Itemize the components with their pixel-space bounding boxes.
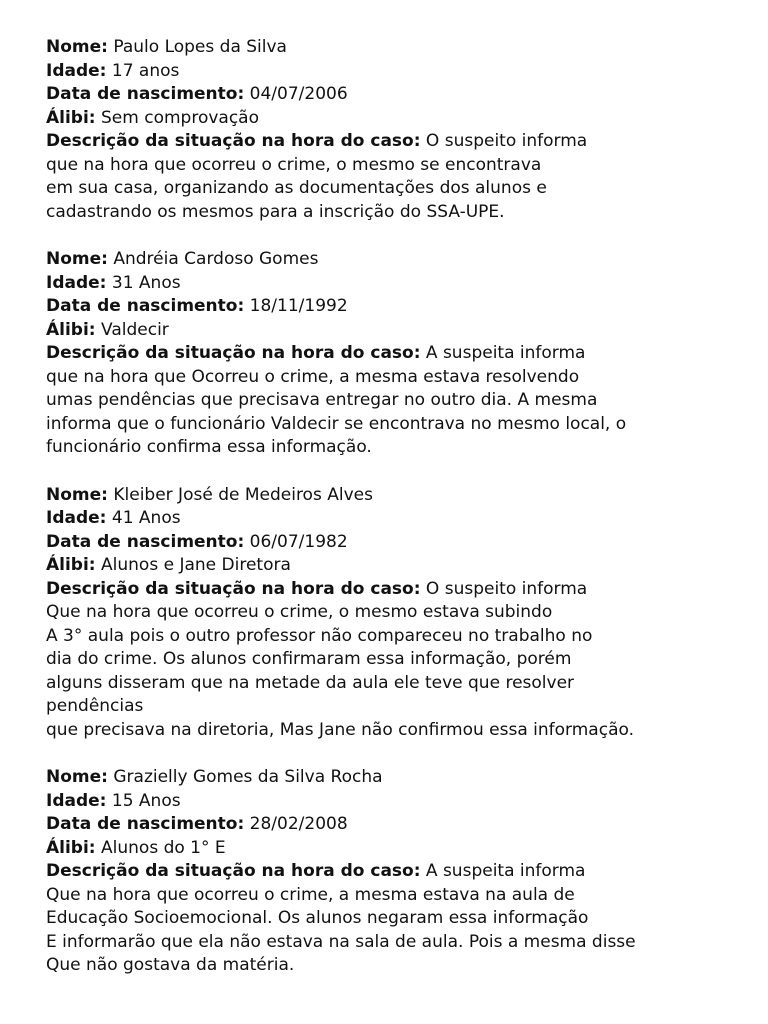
- alibi-line: [46, 837, 746, 861]
- alibi-value: Alunos do 1° E: [101, 837, 226, 858]
- name-label: Nome:: [46, 484, 108, 505]
- alibi-value: Valdecir: [101, 319, 169, 340]
- description-text: alguns disseram que na metade da aula ele teve que resolver: [46, 672, 575, 693]
- birthdate-line: [46, 83, 746, 107]
- description-text: Educação Socioemocional. Os alunos negaram essa informação: [46, 908, 589, 928]
- alibi-line: [46, 554, 746, 578]
- description-label: Descrição da situação na hora do caso:: [46, 861, 421, 881]
- name-value: Paulo Lopes da Silva: [113, 37, 287, 57]
- description-text: umas pendências que precisava entregar no outro dia. A mesma: [46, 390, 598, 410]
- description-line: [46, 342, 746, 366]
- birthdate-value: 18/11/1992: [249, 296, 348, 316]
- alibi-label: Álibi:: [46, 319, 96, 340]
- suspect-record: [46, 484, 746, 743]
- description-text: em sua casa, organizando as documentações dos alunos e: [46, 178, 547, 198]
- alibi-value: Sem comprovação: [101, 107, 259, 128]
- name-line: [46, 248, 746, 272]
- description-text: Que na hora que ocorreu o crime, a mesma estava na aula de: [46, 884, 575, 905]
- description-text: Que na hora que ocorreu o crime, o mesmo estava subindo: [46, 602, 553, 622]
- age-label: Idade:: [46, 508, 107, 528]
- description-text: O suspeito informa: [425, 578, 588, 599]
- description-text: A suspeita informa: [425, 343, 586, 363]
- birthdate-line: [46, 813, 746, 837]
- alibi-line: [46, 107, 746, 131]
- birthdate-line: [46, 531, 746, 555]
- birthdate-line: [46, 295, 746, 319]
- birthdate-label: Data de nascimento:: [46, 531, 245, 552]
- description-text: que precisava na diretoria, Mas Jane não confirmou essa informação.: [46, 719, 634, 740]
- description-label: Descrição da situação na hora do caso:: [46, 578, 421, 599]
- age-label: Idade:: [46, 790, 107, 811]
- description-text: informa que o funcionário Valdecir se encontrava no mesmo local, o: [46, 413, 627, 434]
- name-label: Nome:: [46, 249, 108, 269]
- age-label: Idade:: [46, 272, 107, 293]
- birthdate-value: 28/02/2008: [249, 814, 348, 834]
- age-label: Idade:: [46, 60, 107, 81]
- name-label: Nome:: [46, 767, 108, 787]
- name-line: [46, 766, 746, 790]
- name-line: [46, 36, 746, 60]
- birthdate-label: Data de nascimento:: [46, 84, 245, 104]
- age-line: [46, 790, 746, 814]
- name-line: [46, 484, 746, 508]
- description-text: O suspeito informa: [425, 131, 588, 151]
- alibi-line: [46, 319, 746, 343]
- description-text: dia do crime. Os alunos confirmaram essa informação, porém: [46, 649, 572, 669]
- description-text: A suspeita informa: [425, 861, 586, 881]
- alibi-label: Álibi:: [46, 555, 96, 575]
- name-value: Kleiber José de Medeiros Alves: [113, 484, 373, 505]
- description-text: A 3° aula pois o outro professor não compareceu no trabalho no: [46, 625, 593, 646]
- description-text: E informarão que ela não estava na sala de aula. Pois a mesma disse: [46, 931, 636, 952]
- description-text: que na hora que Ocorreu o crime, a mesma estava resolvendo: [46, 366, 580, 387]
- description-line: [46, 578, 746, 602]
- description-label: Descrição da situação na hora do caso:: [46, 131, 421, 151]
- birthdate-label: Data de nascimento:: [46, 296, 245, 316]
- suspect-record: [46, 36, 746, 224]
- description-text: Que não gostava da matéria.: [46, 955, 295, 975]
- description-line: [46, 860, 746, 884]
- description-text: funcionário confirma essa informação.: [46, 437, 372, 457]
- age-line: [46, 60, 746, 84]
- age-value: 41 Anos: [111, 508, 181, 528]
- age-value: 31 Anos: [111, 272, 181, 293]
- name-value: Andréia Cardoso Gomes: [113, 249, 319, 269]
- age-value: 15 Anos: [111, 790, 181, 811]
- suspect-record: [46, 248, 746, 460]
- alibi-value: Alunos e Jane Diretora: [101, 555, 291, 575]
- alibi-label: Álibi:: [46, 107, 96, 128]
- description-text: que na hora que ocorreu o crime, o mesmo se encontrava: [46, 154, 542, 175]
- description-text: cadastrando os mesmos para a inscrição do SSA-UPE.: [46, 201, 505, 222]
- description-line: [46, 130, 746, 154]
- description-text: pendências: [46, 696, 144, 716]
- document-page: [46, 36, 746, 1002]
- suspect-record: [46, 766, 746, 978]
- age-value: 17 anos: [111, 60, 180, 81]
- birthdate-value: 06/07/1982: [249, 531, 348, 552]
- name-value: Grazielly Gomes da Silva Rocha: [113, 767, 383, 787]
- age-line: [46, 272, 746, 296]
- birthdate-value: 04/07/2006: [249, 84, 348, 104]
- name-label: Nome:: [46, 37, 108, 57]
- age-line: [46, 507, 746, 531]
- description-label: Descrição da situação na hora do caso:: [46, 343, 421, 363]
- alibi-label: Álibi:: [46, 837, 96, 858]
- birthdate-label: Data de nascimento:: [46, 814, 245, 834]
